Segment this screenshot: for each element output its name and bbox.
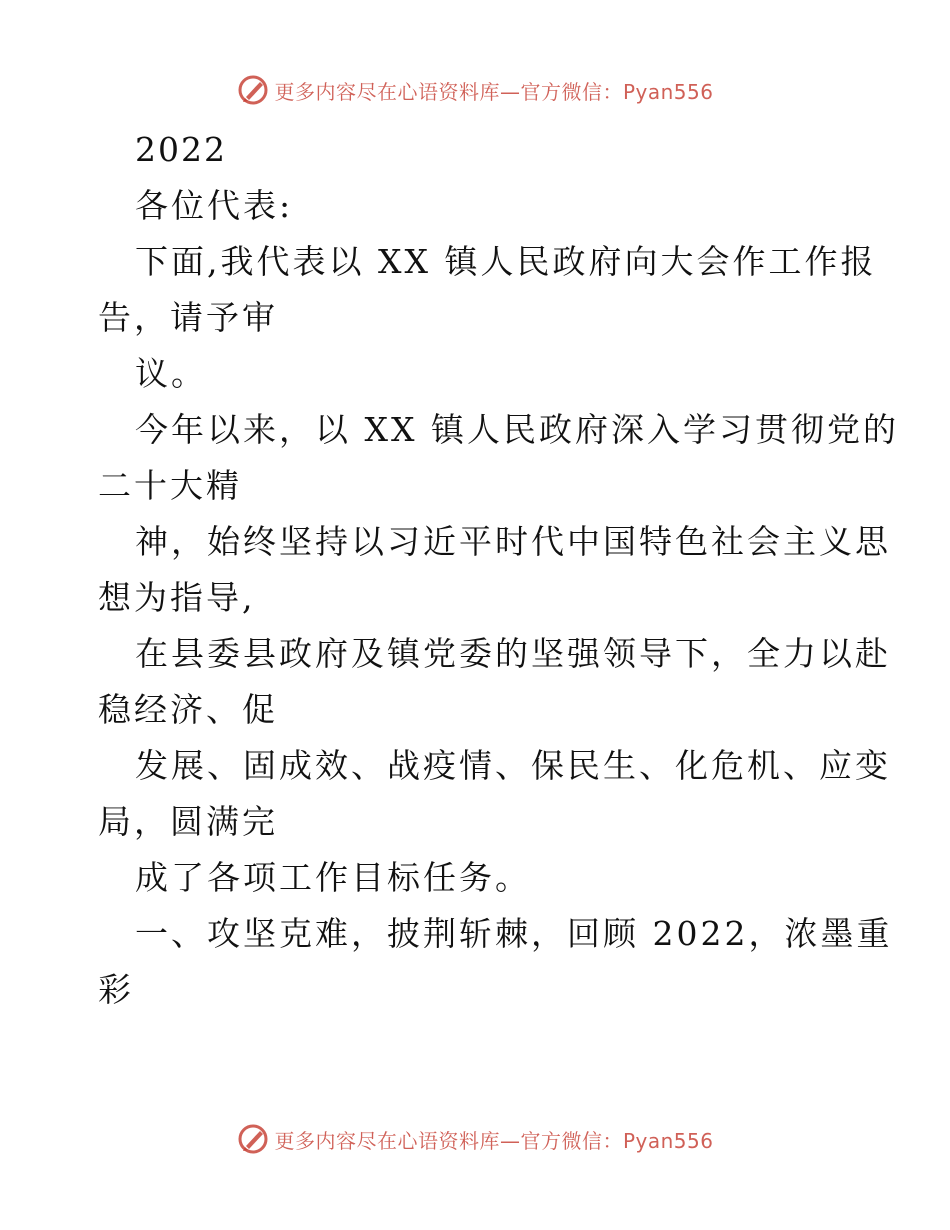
doc-line: 想为指导, [98, 578, 256, 617]
doc-line: 二十大精 [98, 466, 242, 505]
header-watermark-banner [0, 70, 950, 110]
doc-line: 神，始终坚持以习近平时代中国特色社会主义思 [135, 522, 891, 561]
doc-line: 成了各项工作目标任务。 [135, 858, 531, 897]
doc-line: 2022 [135, 130, 227, 169]
doc-line: 发展、固成效、战疫情、保民生、化危机、应变 [135, 746, 891, 785]
doc-line: 各位代表: [135, 186, 294, 225]
doc-line: 议。 [135, 354, 207, 393]
doc-line: 告，请予审 [98, 298, 278, 337]
doc-line: 稳经济、促 [98, 690, 278, 729]
doc-line: 一、攻坚克难，披荆斩棘，回顾 2022，浓墨重 [135, 914, 893, 953]
doc-line: 在县委县政府及镇党委的坚强领导下，全力以赴 [135, 634, 891, 673]
watermark-text: 更多内容尽在心语资料库—官方微信：Pyan556 [274, 79, 714, 104]
watermark-text: 更多内容尽在心语资料库—官方微信：Pyan556 [274, 1128, 714, 1153]
doc-line: 彩 [98, 970, 134, 1009]
footer-watermark-banner [0, 1119, 950, 1159]
doc-line: 下面,我代表以 XX 镇人民政府向大会作工作报 [135, 242, 877, 281]
doc-line: 局，圆满完 [98, 802, 278, 841]
pen-logo-icon [236, 73, 270, 107]
pen-logo-icon [236, 1122, 270, 1156]
document-body [98, 122, 899, 1018]
doc-line: 今年以来，以 XX 镇人民政府深入学习贯彻党的 [135, 410, 899, 449]
